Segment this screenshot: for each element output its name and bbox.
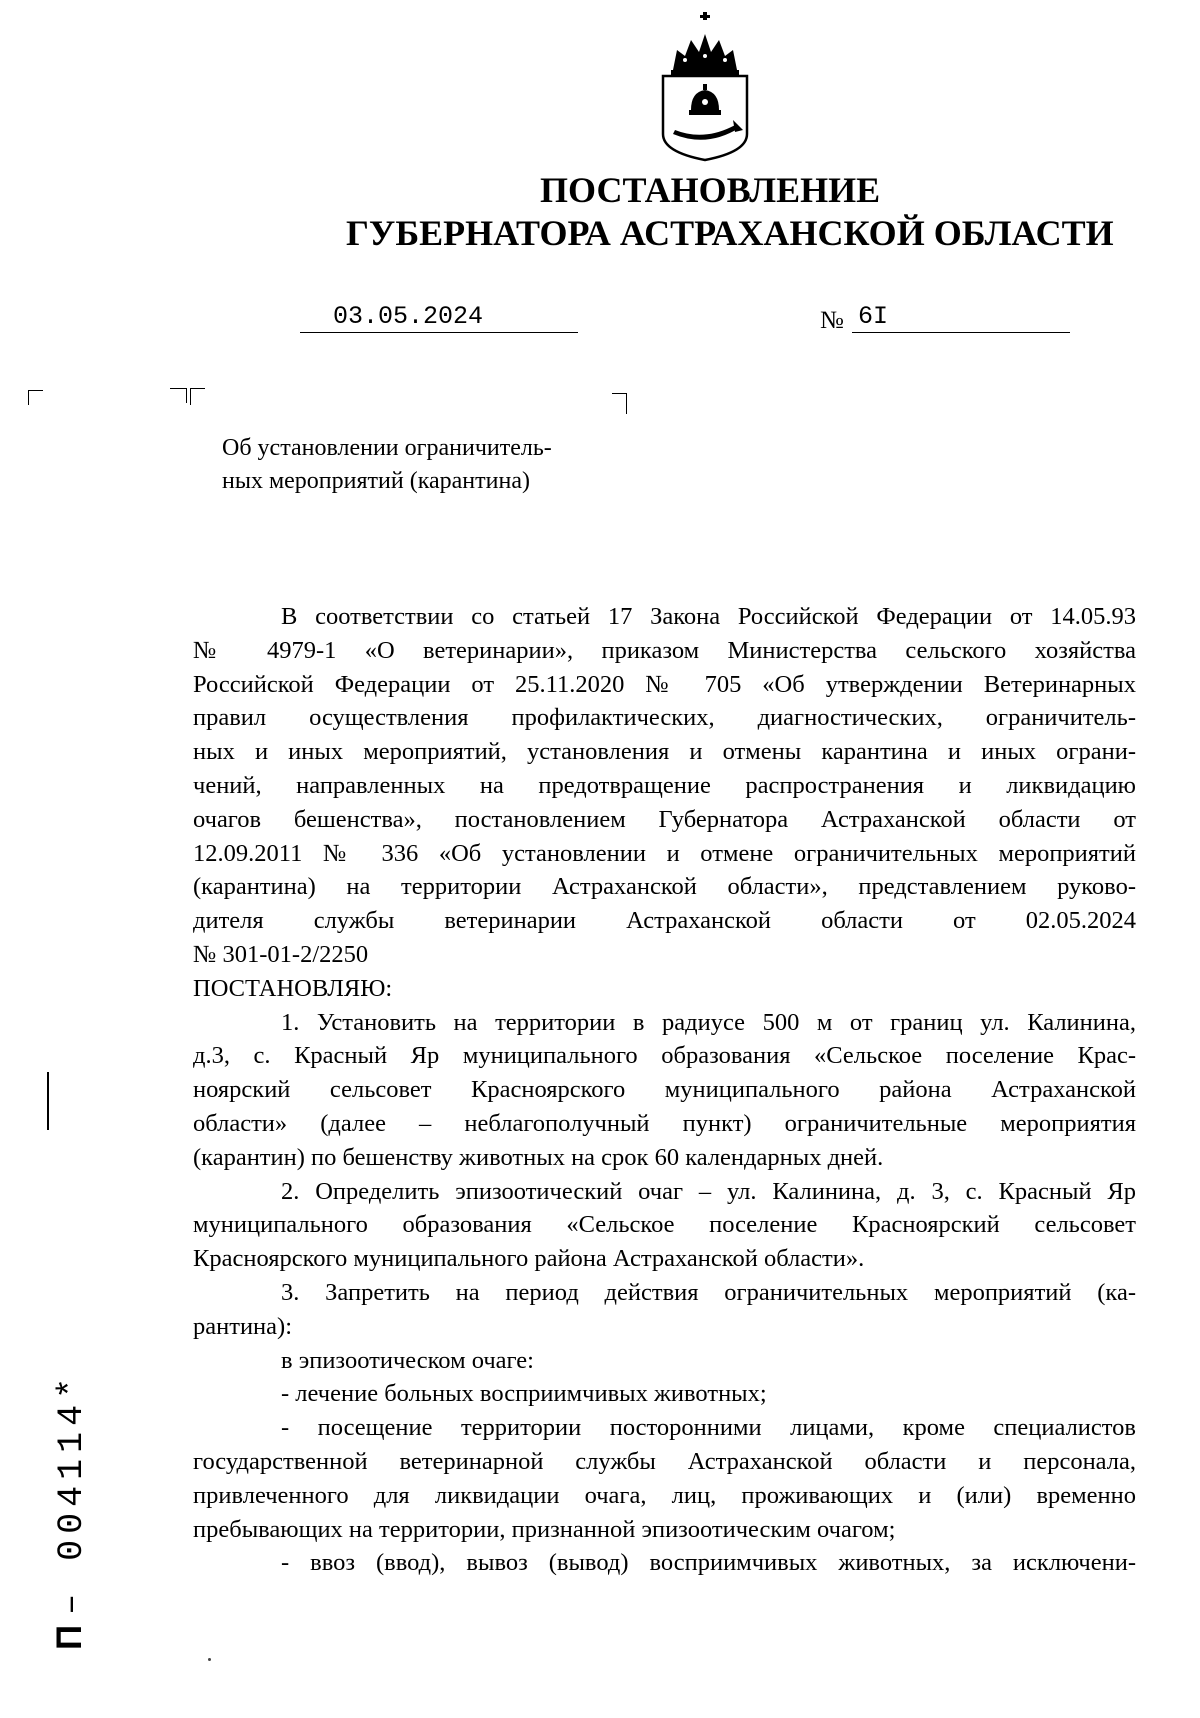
subject-line: Об установлении ограничитель- <box>222 435 552 461</box>
preamble-line: № 4979-1 «О ветеринарии», приказом Министерства сельского хозяйства <box>193 636 1136 664</box>
issuer-title: ГУБЕРНАТОРА АСТРАХАНСКОЙ ОБЛАСТИ <box>346 213 1114 253</box>
preamble-line: дителя службы ветеринарии Астраханской области от 02.05.2024 <box>193 907 1136 935</box>
prohibition-item-line: привлеченного для ликвидации очага, лиц, проживающих и (или) временно <box>193 1481 1136 1509</box>
document-subject <box>222 432 552 498</box>
preamble-line: правил осуществления профилактических, диагностических, ограничитель- <box>193 704 1136 732</box>
item-2-line: 2. Определить эпизоотический очаг – ул. Калинина, д. 3, с. Красный Яр <box>281 1177 1136 1205</box>
preamble-line: 12.09.2011 № 336 «Об установлении и отмене ограничительных мероприятий <box>193 839 1136 867</box>
preamble-line: (карантина) на территории Астраханской области», представлением руково- <box>193 873 1136 901</box>
document-number: 6I <box>852 302 1070 333</box>
preamble-line: Российской Федерации от 25.11.2020 № 705 «Об утверждении Ветеринарных <box>193 670 1136 698</box>
document-type-title: ПОСТАНОВЛЕНИЕ <box>540 170 881 210</box>
margin-corner-mark <box>28 390 43 405</box>
stamp-code: – 004114* <box>52 1371 92 1615</box>
subject-corner-mark-left-inner <box>190 388 205 405</box>
scan-speck <box>208 1658 211 1661</box>
focus-heading: в эпизоотическом очаге: <box>281 1346 534 1374</box>
subject-line: ных мероприятий (карантина) <box>222 468 530 494</box>
preamble-line: В соответствии со статьей 17 Закона Российской Федерации от 14.05.93 <box>281 603 1136 630</box>
item-3-line: 3. Запретить на период действия ограничительных мероприятий (ка- <box>281 1278 1136 1306</box>
item-2-line: муниципального образования «Сельское поселение Красноярский сельсовет <box>193 1211 1136 1239</box>
preamble-line: ных и иных мероприятий, установления и отмены карантина и иных ограни- <box>193 738 1136 766</box>
subject-corner-mark-left <box>170 388 187 403</box>
registration-stamp <box>50 1290 92 1650</box>
prohibition-item-line: - ввоз (ввод), вывоз (вывод) восприимчивых животных, за исключени- <box>281 1549 1136 1577</box>
coat-of-arms-icon <box>655 12 755 162</box>
item-2-line: Красноярского муниципального района Астраханской области». <box>193 1245 865 1273</box>
document-body <box>193 600 1136 1580</box>
item-1-line: 1. Установить на территории в радиусе 500 м от границ ул. Калинина, <box>281 1008 1136 1036</box>
item-1-line: области» (далее – неблагополучный пункт) ограничительные мероприятия <box>193 1109 1136 1137</box>
preamble-line: № 301-01-2/2250 <box>193 940 369 968</box>
item-1-line: д.3, с. Красный Яр муниципального образования «Сельское поселение Крас- <box>193 1042 1136 1070</box>
decree-word: ПОСТАНОВЛЯЮ: <box>193 974 393 1002</box>
prohibition-item-line: государственной ветеринарной службы Астраханской области и персонала, <box>193 1447 1136 1475</box>
preamble-line: чений, направленных на предотвращение распространения и ликвидацию <box>193 771 1136 799</box>
prohibition-item: - лечение больных восприимчивых животных; <box>281 1380 767 1408</box>
item-1-line: (карантин) по бешенству животных на срок 60 календарных дней. <box>193 1143 884 1171</box>
item-1-line: ноярский сельсовет Красноярского муниципального района Астраханской <box>193 1076 1136 1104</box>
document-date: 03.05.2024 <box>300 302 578 333</box>
margin-line-mark <box>47 1072 49 1130</box>
stamp-prefix: П <box>50 1624 89 1650</box>
item-3-line: рантина): <box>193 1312 293 1340</box>
number-label: № <box>820 307 844 334</box>
subject-corner-mark-right <box>612 393 627 414</box>
preamble-line: очагов бешенства», постановлением Губернатора Астраханской области от <box>193 805 1136 833</box>
prohibition-item-line: пребывающих на территории, признанной эпизоотическим очагом; <box>193 1515 896 1543</box>
prohibition-item-line: - посещение территории посторонними лицами, кроме специалистов <box>281 1414 1136 1442</box>
